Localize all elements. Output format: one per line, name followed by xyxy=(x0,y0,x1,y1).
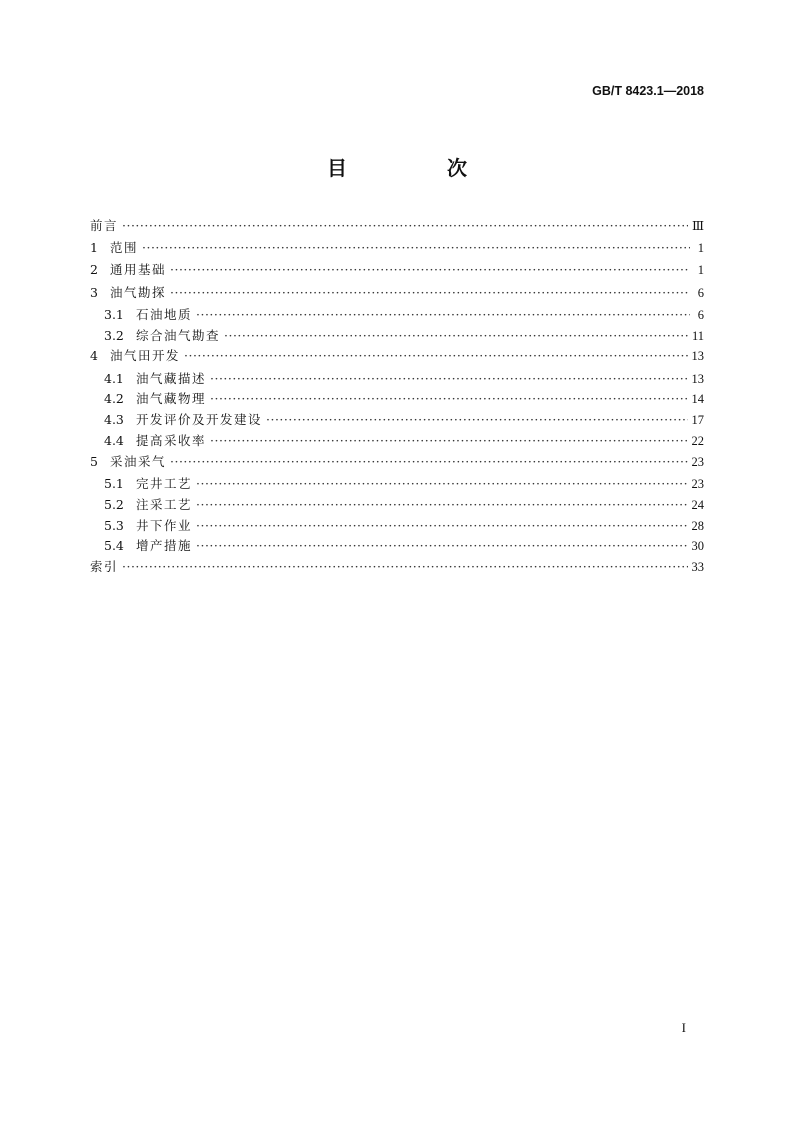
toc-entry-page: 6 xyxy=(697,285,704,300)
page-number: I xyxy=(681,1020,686,1035)
toc-entry-number: 5.2 xyxy=(104,496,124,512)
toc-entry[interactable] xyxy=(90,260,704,282)
toc-entry-page: 13 xyxy=(691,371,704,386)
toc-entry-page: 22 xyxy=(691,433,704,448)
toc-entry-number: 5.3 xyxy=(104,517,124,533)
toc-entry-page: 1 xyxy=(697,263,704,278)
toc-dot-leader xyxy=(122,218,688,233)
toc-entry-label: 范围 xyxy=(110,240,139,256)
toc-entry-label: 油气藏物理 xyxy=(136,391,207,407)
toc-entry[interactable] xyxy=(90,238,704,260)
toc-entry-page: 24 xyxy=(691,497,704,512)
toc-entry[interactable] xyxy=(90,305,704,326)
toc-entry-number: 4.4 xyxy=(104,432,124,448)
toc-dot-leader xyxy=(196,497,687,512)
toc-entry-number: 3.2 xyxy=(104,327,124,343)
toc-entry[interactable] xyxy=(90,431,704,452)
toc-entry-label: 完井工艺 xyxy=(136,475,193,491)
toc-entry[interactable] xyxy=(90,557,704,579)
toc-dot-leader xyxy=(184,348,687,363)
toc-dot-leader xyxy=(210,371,687,386)
toc-entry-label: 综合油气勘查 xyxy=(136,327,221,343)
toc-dot-leader xyxy=(196,538,687,553)
toc-entry-number: 5.4 xyxy=(104,538,124,554)
toc-entry-number: 4.2 xyxy=(104,391,124,407)
toc-entry-label: 石油地质 xyxy=(136,306,193,322)
toc-entry-label: 采油采气 xyxy=(110,453,167,469)
toc-entry-label: 前言 xyxy=(90,218,119,233)
toc-entry-number: 4 xyxy=(90,348,98,364)
toc-entry-label: 通用基础 xyxy=(110,262,167,278)
toc-dot-leader xyxy=(224,328,688,343)
toc-dot-leader xyxy=(170,285,690,300)
toc-entry-label: 注采工艺 xyxy=(136,496,193,512)
toc-entry-page: 13 xyxy=(691,349,704,364)
toc-entry[interactable] xyxy=(90,216,704,238)
toc-entry-number: 2 xyxy=(90,262,98,278)
toc-dot-leader xyxy=(196,307,690,322)
toc-entry-number: 4.1 xyxy=(104,370,124,386)
toc-entry-page: 11 xyxy=(691,328,704,343)
toc-entry[interactable] xyxy=(90,410,704,431)
toc-dot-leader xyxy=(210,433,687,448)
toc-entry[interactable] xyxy=(90,452,704,474)
toc-entry-number: 4.3 xyxy=(104,412,124,428)
toc-entry[interactable] xyxy=(90,389,704,410)
toc-entry-number: 1 xyxy=(90,240,98,256)
toc-entry-page: 33 xyxy=(691,560,704,575)
toc-entry-label: 索引 xyxy=(90,559,119,575)
toc-dot-leader xyxy=(122,559,687,574)
toc-entry-page: 17 xyxy=(691,413,704,428)
toc-dot-leader xyxy=(142,240,690,255)
toc-entry[interactable] xyxy=(90,536,704,557)
toc-entry[interactable] xyxy=(90,369,704,390)
toc-dot-leader xyxy=(196,518,687,533)
toc-entry-page: 23 xyxy=(691,476,704,491)
toc-entry-number: 5.1 xyxy=(104,475,124,491)
toc-dot-leader xyxy=(170,262,690,277)
toc-entry-page: 30 xyxy=(691,539,704,554)
table-of-contents xyxy=(90,216,704,579)
toc-entry-page: Ⅲ xyxy=(691,219,704,233)
toc-entry-page: 23 xyxy=(691,454,704,469)
toc-entry-label: 油气勘探 xyxy=(110,284,167,300)
toc-dot-leader xyxy=(266,412,687,427)
toc-entry-label: 油气田开发 xyxy=(110,348,181,364)
toc-entry-label: 开发评价及开发建设 xyxy=(136,412,263,428)
standard-code: GB/T 8423.1—2018 xyxy=(592,84,704,98)
toc-entry-page: 6 xyxy=(697,307,704,322)
toc-entry[interactable] xyxy=(90,474,704,495)
toc-entry-number: 3.1 xyxy=(104,306,124,322)
toc-entry-label: 油气藏描述 xyxy=(136,370,207,386)
page-title: 目 次 xyxy=(327,156,507,180)
toc-entry[interactable] xyxy=(90,283,704,305)
toc-dot-leader xyxy=(196,476,687,491)
toc-entry-label: 提高采收率 xyxy=(136,432,207,448)
toc-entry-number: 3 xyxy=(90,284,98,300)
toc-entry-label: 增产措施 xyxy=(136,538,193,554)
toc-entry-page: 1 xyxy=(697,241,704,256)
toc-entry[interactable] xyxy=(90,516,704,537)
toc-entry[interactable] xyxy=(90,326,704,347)
toc-entry[interactable] xyxy=(90,495,704,516)
toc-entry-label: 井下作业 xyxy=(136,517,193,533)
toc-entry-page: 28 xyxy=(691,518,704,533)
toc-entry-number: 5 xyxy=(90,453,98,469)
toc-dot-leader xyxy=(170,454,687,469)
toc-entry[interactable] xyxy=(90,346,704,368)
toc-entry-page: 14 xyxy=(691,392,704,407)
toc-dot-leader xyxy=(210,391,687,406)
